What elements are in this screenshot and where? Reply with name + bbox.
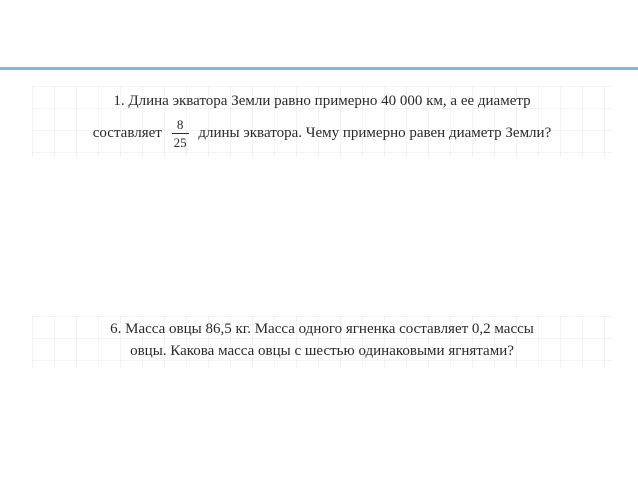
problem-1-line-2 [32, 118, 612, 149]
fraction-numerator: 8 [176, 117, 184, 132]
fraction-denominator: 25 [173, 135, 187, 150]
problem-6-text-line-1: 6. Масса овцы 86,5 кг. Масса одного ягненка составляет 0,2 массы [110, 321, 534, 337]
problem-1-text-line-1: 1. Длина экватора Земли равно примерно 40 000 км, а ее диаметр [113, 93, 531, 109]
problem-1-text-before-fraction: составляет [92, 124, 162, 141]
problem-1-line-1 [32, 94, 612, 109]
top-divider [0, 67, 638, 70]
problem-1-box [32, 86, 612, 158]
problem-6-box [32, 316, 612, 368]
problem-6-line-1 [32, 322, 612, 337]
problem-6-line-2 [32, 344, 612, 359]
fraction [172, 118, 189, 149]
problem-6-text-line-2: овцы. Какова масса овцы с шестью одинаковыми ягнятами? [130, 343, 514, 359]
problem-1-text-after-fraction: длины экватора. Чему примерно равен диаметр Земли? [198, 124, 552, 141]
